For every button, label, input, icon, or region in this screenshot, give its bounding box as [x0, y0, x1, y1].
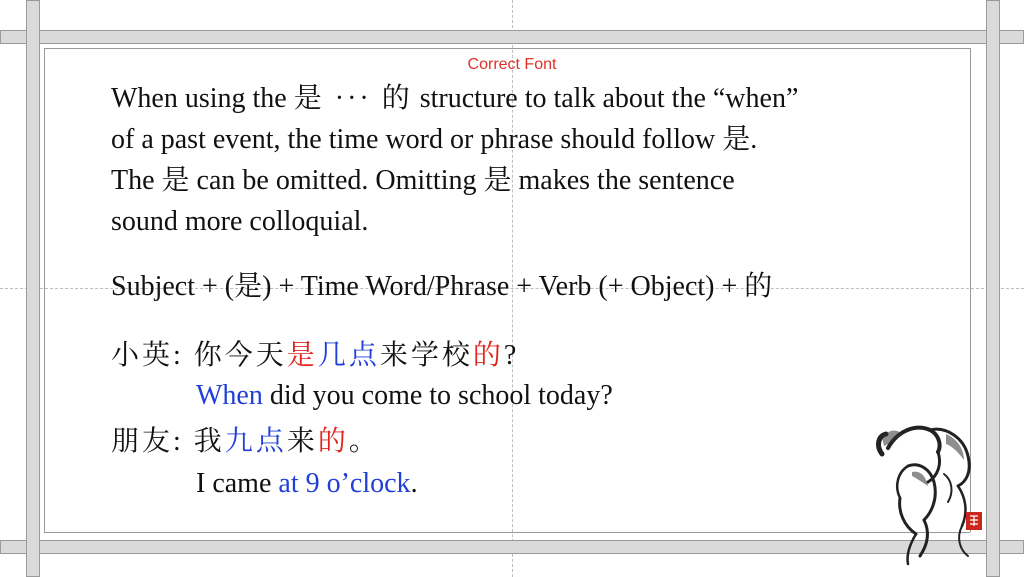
example1-english [196, 376, 613, 416]
para-text: The [111, 165, 162, 196]
frame-inner-top [44, 48, 970, 49]
frame-inner-bottom [44, 532, 970, 533]
frame-bar-right [986, 0, 1000, 577]
en-text: did you come to school today? [262, 380, 613, 411]
example2-chinese [111, 422, 380, 462]
cn-punct: 。 [348, 426, 380, 457]
horse-ink-painting-icon [868, 416, 986, 568]
cn-de: 的 [472, 340, 504, 371]
cn-text: 来 [286, 426, 318, 457]
frame-inner-left [44, 48, 45, 532]
para-shi: 是 [722, 124, 751, 155]
cn-text: 我 [193, 426, 225, 457]
cn-shi: 是 [286, 340, 318, 371]
structure-formula [111, 266, 941, 307]
cn-text: 你今天 [193, 340, 287, 371]
para-structure: 是 ··· 的 [293, 83, 413, 114]
para-text: When using the [111, 83, 294, 114]
para-text: sound more colloquial. [111, 206, 369, 237]
frame-bar-left [26, 0, 40, 577]
cn-time: 几点 [317, 340, 380, 371]
en-text: I came [196, 468, 279, 499]
formula-de: 的 [744, 271, 773, 302]
header-note: Correct Font [467, 56, 557, 73]
para-text: . [750, 124, 758, 155]
formula-text: Subject + ( [111, 271, 235, 302]
formula-text: ) + Time Word/Phrase + Verb (+ Object) + [262, 271, 745, 302]
cn-time: 九点 [224, 426, 287, 457]
en-text: . [410, 468, 418, 499]
en-time: at 9 o’clock [278, 468, 411, 499]
cn-text: 来学校 [379, 340, 473, 371]
example2-speaker: 朋友: [111, 426, 194, 457]
example2-english [196, 464, 418, 504]
example1-speaker: 小英: [111, 340, 194, 371]
para-text: structure to talk about the “when” [412, 83, 799, 114]
frame-bar-top [0, 30, 1024, 44]
para-text: can be omitted. Omitting [189, 165, 484, 196]
en-time: When [196, 380, 263, 411]
formula-shi: 是 [234, 271, 263, 302]
para-text: of a past event, the time word or phrase should follow [111, 124, 723, 155]
cn-punct: ? [503, 340, 520, 371]
para-text: makes the sentence [511, 165, 735, 196]
cn-de: 的 [317, 426, 349, 457]
explanation-paragraph [111, 78, 941, 242]
para-shi: 是 [483, 165, 512, 196]
example1-chinese [111, 336, 519, 376]
para-shi: 是 [161, 165, 190, 196]
